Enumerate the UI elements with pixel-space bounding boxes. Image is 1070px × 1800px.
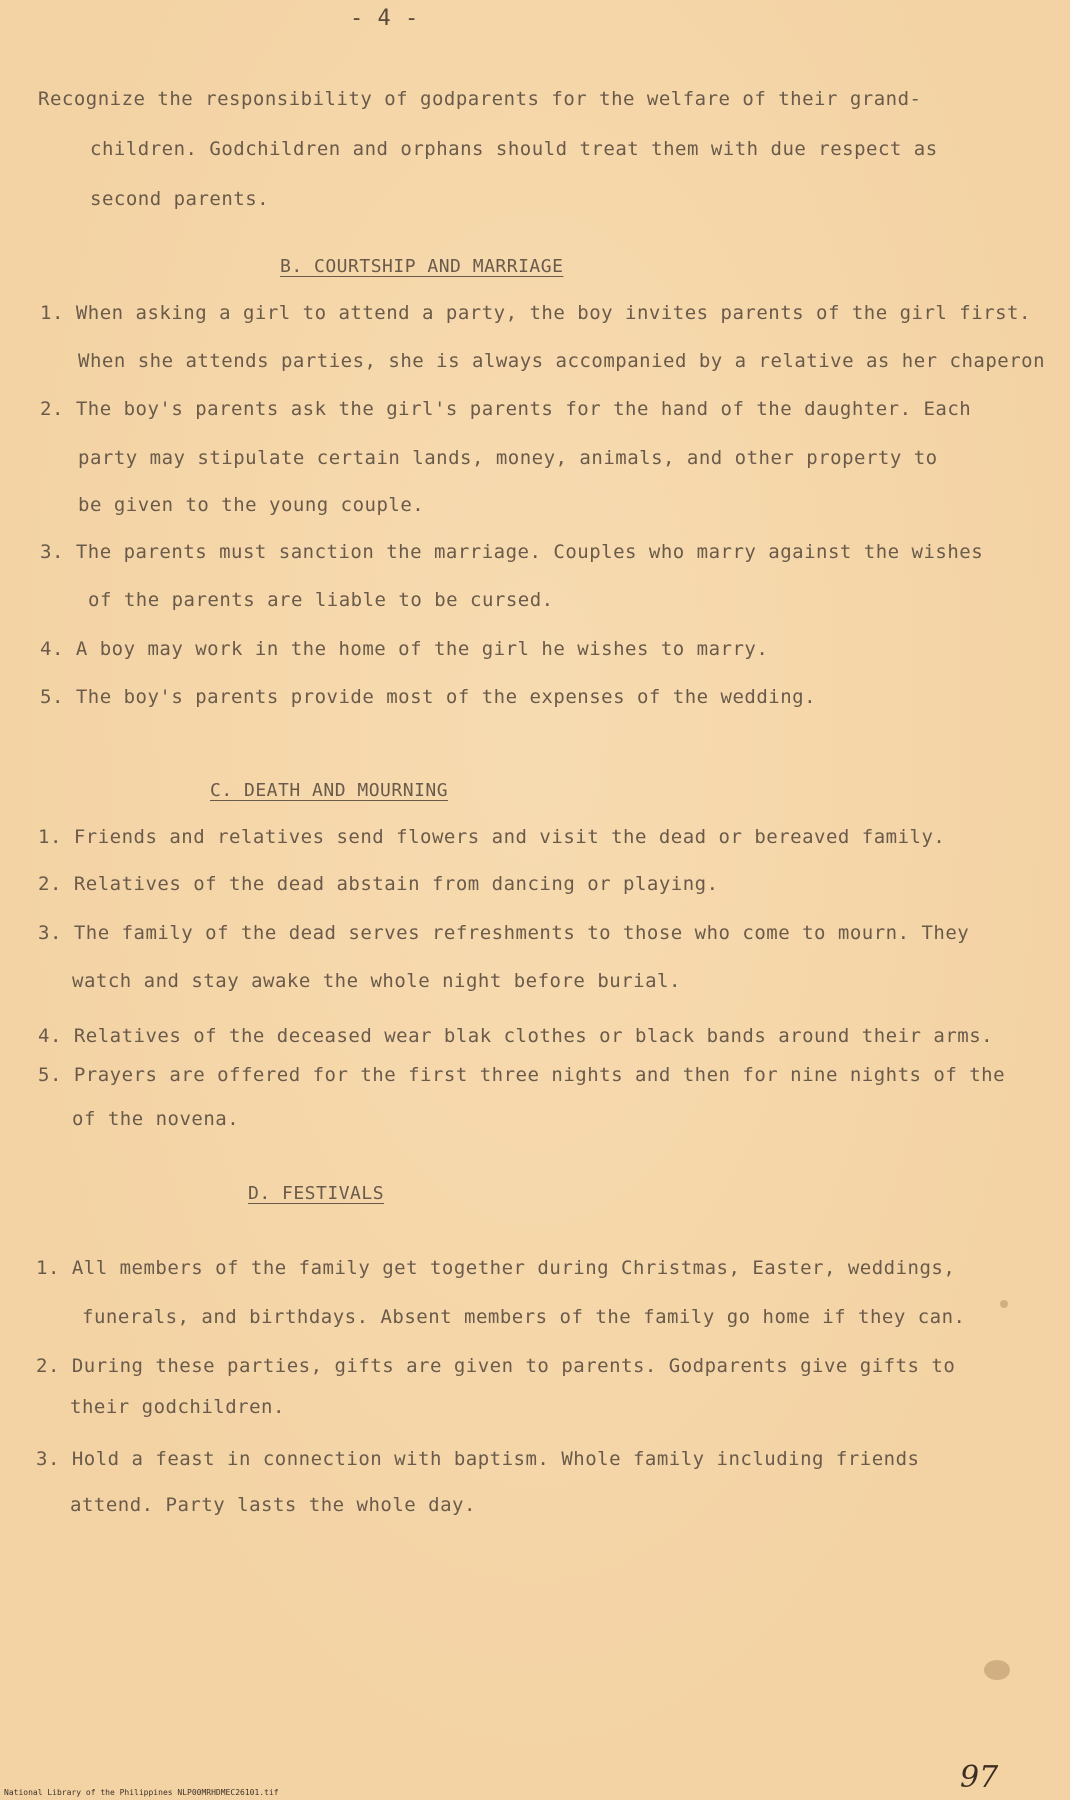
archive-footer: National Library of the Philippines NLP00MRHDMEC26101.tif [4, 1788, 279, 1797]
section-b-heading: B. COURTSHIP AND MARRIAGE [280, 256, 564, 277]
c-item-3-line-1: 3. The family of the dead serves refreshments to those who come to mourn. They [38, 922, 970, 944]
c-item-5-line-1: 5. Prayers are offered for the first three nights and then for nine nights of the [38, 1064, 1006, 1086]
d-item-3-line-1: 3. Hold a feast in connection with baptism. Whole family including friends [36, 1448, 920, 1470]
section-d-heading: D. FESTIVALS [248, 1183, 385, 1204]
stain-mark [1000, 1300, 1008, 1308]
c-item-2-line-1: 2. Relatives of the dead abstain from dancing or playing. [38, 873, 719, 895]
b-item-3-line-2: of the parents are liable to be cursed. [88, 589, 554, 611]
intro-item-line-3: second parents. [90, 188, 270, 210]
stain-mark [984, 1660, 1010, 1680]
b-item-1-line-1: 1. When asking a girl to attend a party, the boy invites parents of the girl first. [40, 302, 1031, 324]
b-item-2-line-2: party may stipulate certain lands, money, animals, and other property to [78, 447, 938, 469]
b-item-5-line-1: 5. The boy's parents provide most of the expenses of the wedding. [40, 686, 817, 708]
d-item-3-line-2: attend. Party lasts the whole day. [70, 1494, 476, 1516]
d-item-1-line-1: 1. All members of the family get together during Christmas, Easter, weddings, [36, 1257, 956, 1279]
d-item-1-line-2: funerals, and birthdays. Absent members of the family go home if they can. [82, 1306, 966, 1328]
b-item-2-line-1: 2. The boy's parents ask the girl's parents for the hand of the daughter. Each [40, 398, 972, 420]
b-item-2-line-3: be given to the young couple. [78, 494, 425, 516]
b-item-1-line-2: When she attends parties, she is always accompanied by a relative as her chaperon [78, 350, 1046, 372]
page-number: - 4 - [350, 6, 419, 31]
d-item-2-line-1: 2. During these parties, gifts are given to parents. Godparents give gifts to [36, 1355, 956, 1377]
section-c-heading: C. DEATH AND MOURNING [210, 780, 449, 801]
c-item-5-line-2: of the novena. [72, 1108, 240, 1130]
d-item-2-line-2: their godchildren. [70, 1396, 285, 1418]
intro-item-line-1: Recognize the responsibility of godparents for the welfare of their grand- [38, 88, 922, 110]
handwritten-page-mark: 97 [960, 1760, 999, 1795]
c-item-4-line-1: 4. Relatives of the deceased wear blak clothes or black bands around their arms. [38, 1025, 994, 1047]
b-item-3-line-1: 3. The parents must sanction the marriage. Couples who marry against the wishes [40, 541, 984, 563]
intro-item-line-2: children. Godchildren and orphans should treat them with due respect as [90, 138, 938, 160]
b-item-4-line-1: 4. A boy may work in the home of the girl he wishes to marry. [40, 638, 769, 660]
c-item-1-line-1: 1. Friends and relatives send flowers and visit the dead or bereaved family. [38, 826, 946, 848]
c-item-3-line-2: watch and stay awake the whole night before burial. [72, 970, 681, 992]
